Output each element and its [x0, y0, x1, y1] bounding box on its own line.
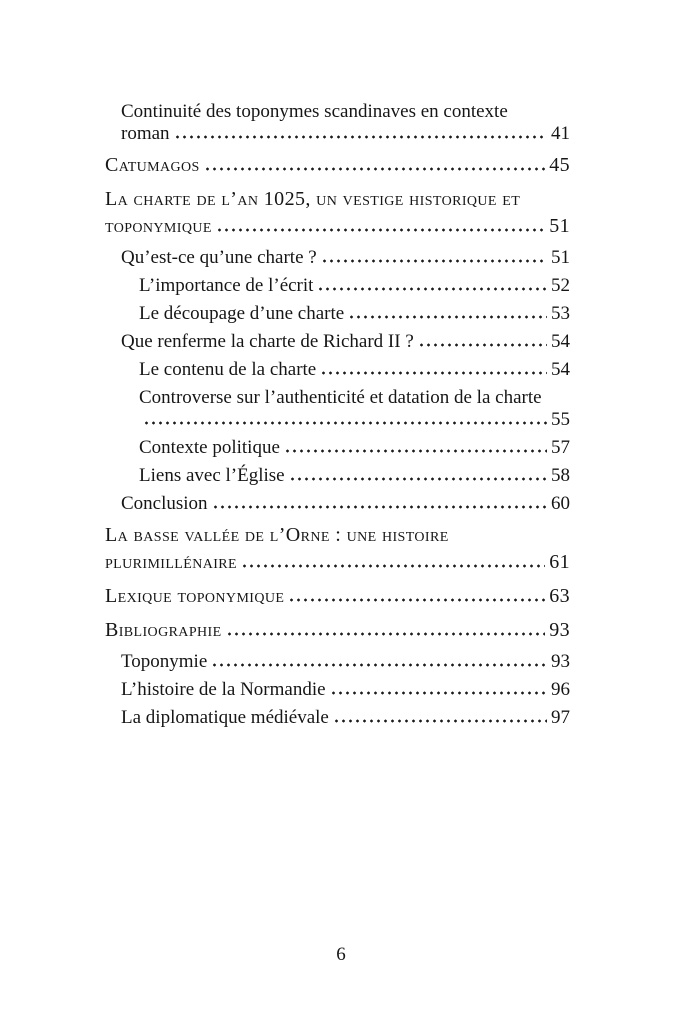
toc-entry-text: Controverse sur l’authenticité et datation de la charte: [139, 387, 542, 408]
toc-entry: [105, 651, 570, 673]
toc-entry: [105, 152, 570, 179]
dot-leader: [333, 719, 547, 723]
dot-leader: [174, 135, 547, 139]
toc-entry-text: Toponymie: [121, 651, 208, 672]
toc-page-number: 96: [551, 679, 570, 700]
toc-entry-text: La basse vallée de l’Orne : une histoire: [105, 524, 449, 546]
toc-page-number: 51: [551, 247, 570, 268]
toc-page-number: 93: [549, 619, 570, 641]
toc-entry: [105, 583, 570, 610]
toc-entry: [105, 247, 570, 269]
toc-entry-text: Qu’est-ce qu’une charte ?: [121, 247, 317, 268]
toc-entry: [105, 522, 570, 576]
toc-entry-text: Le découpage d’une charte: [139, 303, 345, 324]
dot-leader: [143, 421, 547, 425]
toc-page-number: 55: [551, 409, 570, 430]
toc-page-number: 97: [551, 707, 570, 728]
toc-page-number: 63: [549, 585, 570, 607]
toc-entry: [105, 101, 570, 145]
toc-page-number: 61: [549, 551, 570, 573]
toc-entry-text: La diplomatique médiévale: [121, 707, 329, 728]
toc-entry: [105, 186, 570, 240]
toc-page-number: 58: [551, 465, 570, 486]
toc-entry-text: La charte de l’an 1025, un vestige historique et: [105, 188, 521, 210]
toc-page-number: 54: [551, 359, 570, 380]
toc-entry-text: L’importance de l’écrit: [139, 275, 314, 296]
dot-leader: [216, 228, 545, 232]
toc-entry-text: Contexte politique: [139, 437, 280, 458]
toc-entry-continuation: plurimillénaire: [105, 551, 237, 573]
dot-leader: [289, 477, 547, 481]
toc-entry: [105, 707, 570, 729]
toc-entry: [105, 465, 570, 487]
toc-page-number: 52: [551, 275, 570, 296]
toc-entry-text: Liens avec l’Église: [139, 465, 285, 486]
toc-entry-text: Conclusion: [121, 493, 208, 514]
toc-page-number: 60: [551, 493, 570, 514]
dot-leader: [212, 505, 547, 509]
toc-page-number: 53: [551, 303, 570, 324]
toc-page-number: 41: [551, 123, 570, 144]
toc-entry-text: Lexique toponymique: [105, 585, 285, 607]
toc-entry-continuation: toponymique: [105, 215, 212, 237]
toc-entry: [105, 437, 570, 459]
toc-entry-text: L’histoire de la Normandie: [121, 679, 326, 700]
toc-entry: [105, 359, 570, 381]
toc-entry-text: Continuité des toponymes scandinaves en contexte: [121, 101, 508, 122]
toc-entry-text: Bibliographie: [105, 619, 222, 641]
dot-leader: [320, 371, 547, 375]
toc-page-number: 93: [551, 651, 570, 672]
toc-entry-text: Que renferme la charte de Richard II ?: [121, 331, 414, 352]
dot-leader: [321, 259, 547, 263]
toc-entry: [105, 679, 570, 701]
table-of-contents: [105, 101, 570, 735]
dot-leader: [241, 564, 545, 568]
toc-page-number: 51: [549, 215, 570, 237]
dot-leader: [330, 691, 547, 695]
dot-leader: [211, 663, 547, 667]
toc-page-number: 57: [551, 437, 570, 458]
toc-entry-continuation: roman: [121, 123, 170, 144]
toc-entry: [105, 331, 570, 353]
dot-leader: [288, 598, 545, 602]
dot-leader: [317, 287, 547, 291]
toc-entry-text: Catumagos: [105, 154, 200, 176]
toc-entry-text: Le contenu de la charte: [139, 359, 317, 380]
dot-leader: [284, 449, 547, 453]
dot-leader: [418, 343, 547, 347]
toc-entry: [105, 493, 570, 515]
toc-entry: [105, 303, 570, 325]
toc-entry: [105, 275, 570, 297]
toc-entry: [105, 617, 570, 644]
toc-page-number: 54: [551, 331, 570, 352]
dot-leader: [204, 167, 545, 171]
toc-page-number: 45: [549, 154, 570, 176]
page-footer-number: 6: [336, 944, 346, 965]
dot-leader: [348, 315, 547, 319]
toc-entry: [105, 387, 570, 431]
dot-leader: [226, 632, 546, 636]
